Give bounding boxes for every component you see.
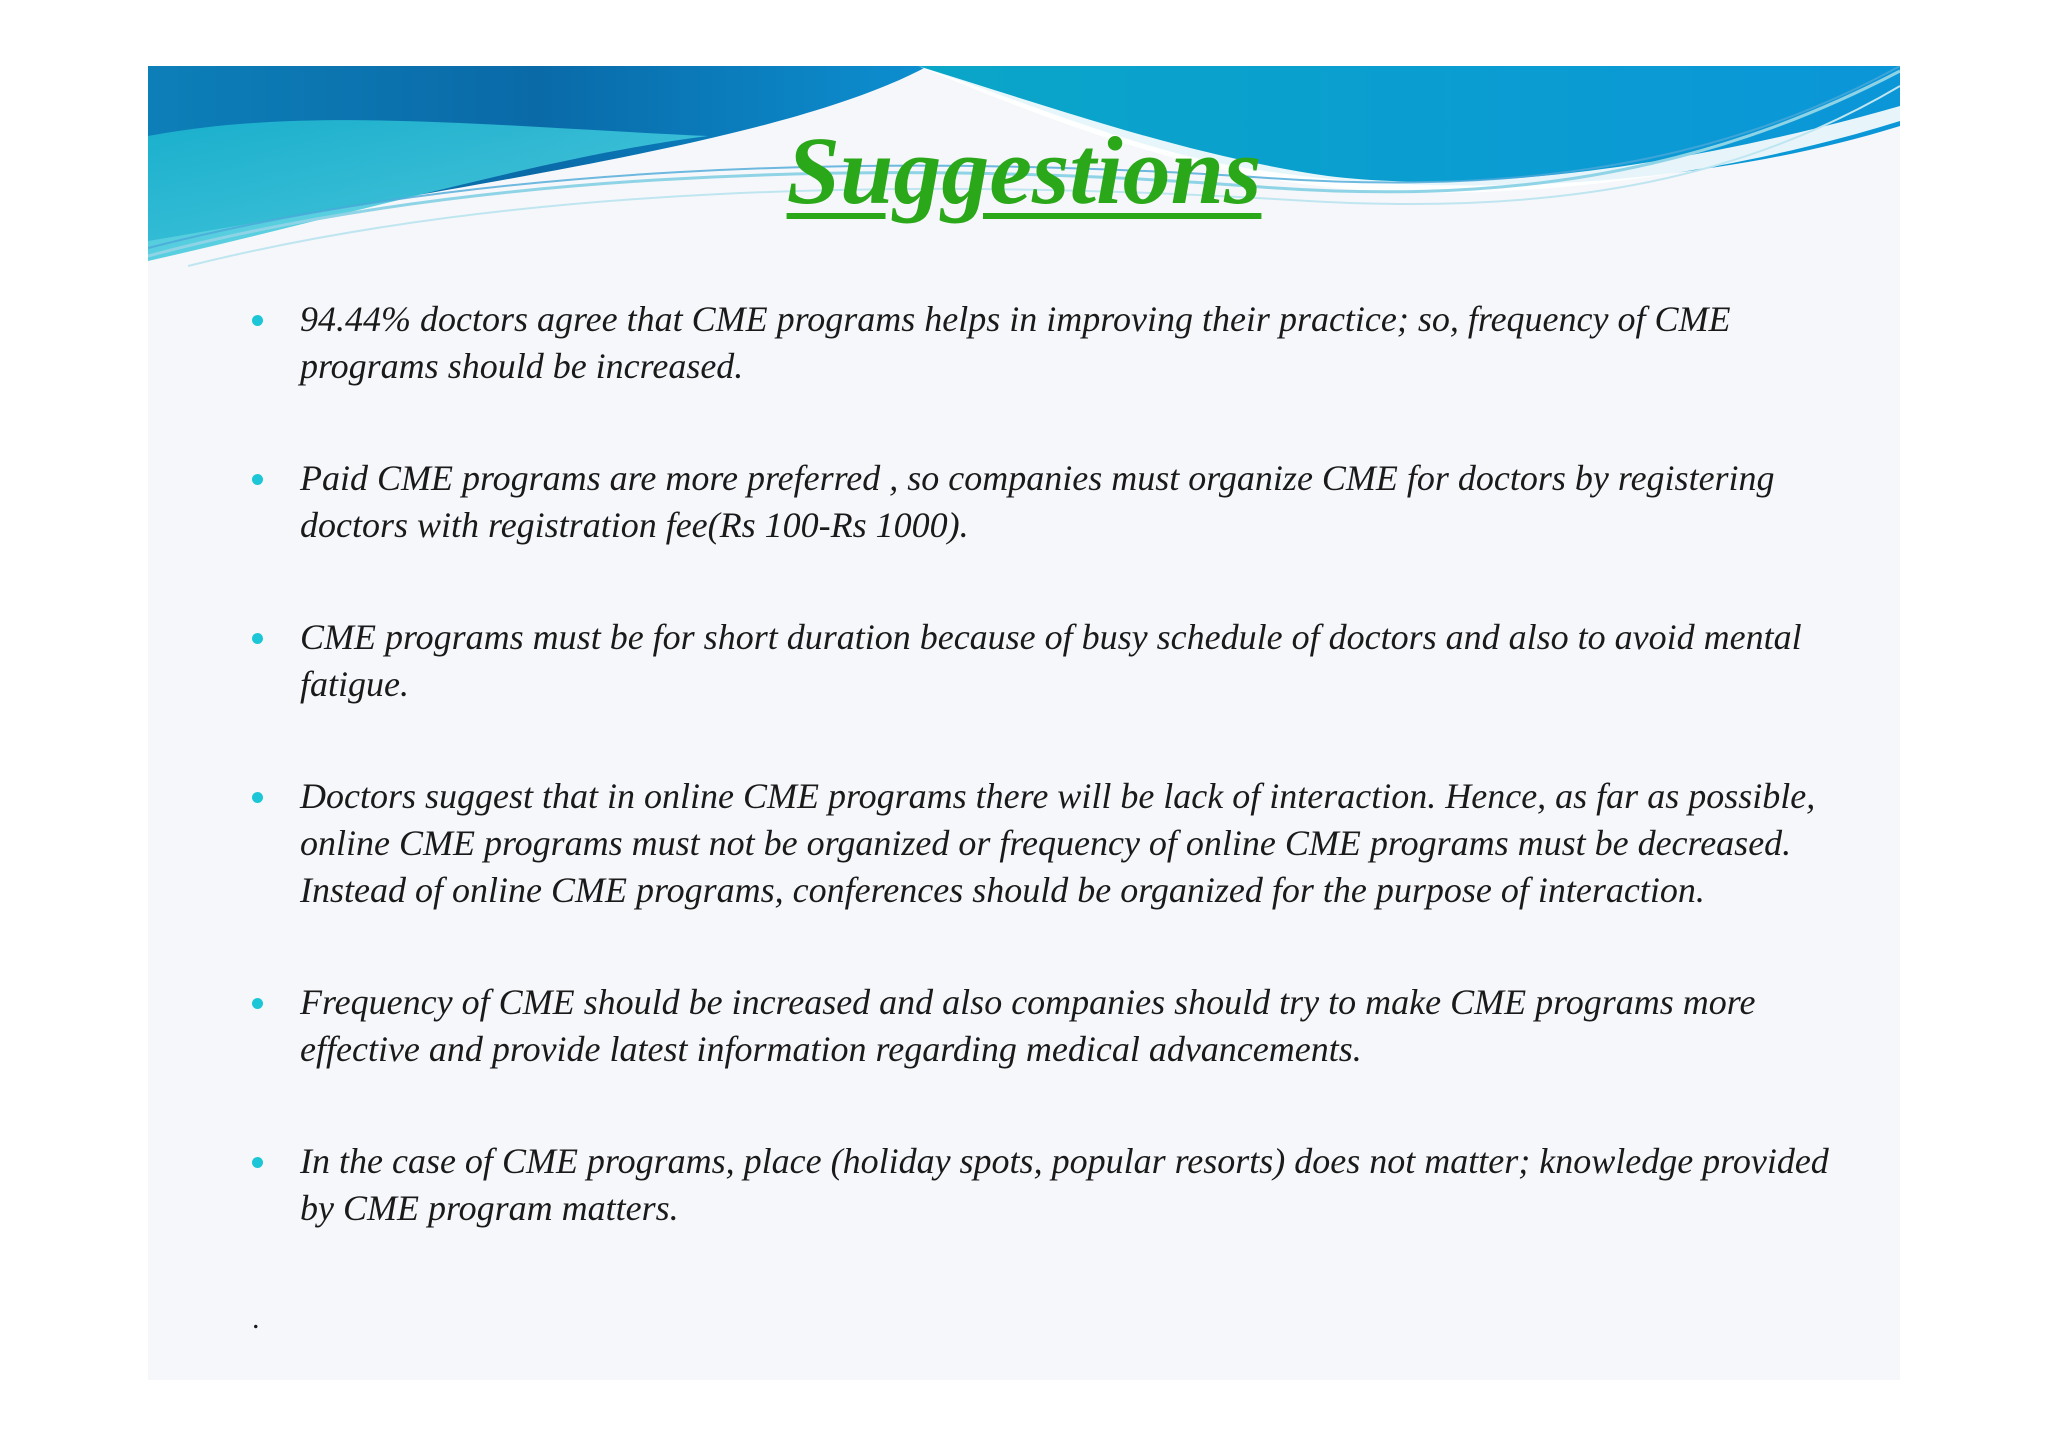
list-item: [252, 773, 1852, 914]
bullet-icon: [252, 315, 263, 326]
suggestions-list: [252, 296, 1852, 1297]
list-item-text: Doctors suggest that in online CME programs there will be lack of interaction. Hence, as far as possible, online CME programs must not be organized or frequency of online CME programs must be decreased. Instead of online CME programs, conferences should be organized for the purpose of interaction.: [300, 776, 1816, 910]
slide-title: [148, 118, 1900, 224]
slide-title-text: Suggestions: [786, 117, 1262, 224]
slide: [148, 66, 1900, 1380]
list-item-text: Paid CME programs are more preferred , so companies must organize CME for doctors by registering doctors with registration fee(Rs 100-Rs 1000).: [300, 458, 1775, 545]
list-item: [252, 614, 1852, 708]
list-item-text: CME programs must be for short duration because of busy schedule of doctors and also to avoid mental fatigue.: [300, 617, 1802, 704]
list-item: [252, 296, 1852, 390]
list-item-text: In the case of CME programs, place (holiday spots, popular resorts) does not matter; knowledge provided by CME program matters.: [300, 1141, 1829, 1228]
bullet-icon: [252, 792, 263, 803]
list-item: [252, 979, 1852, 1073]
list-item: [252, 455, 1852, 549]
trailing-mark: .: [252, 1302, 260, 1335]
list-item-text: 94.44% doctors agree that CME programs helps in improving their practice; so, frequency of CME programs should be increased.: [300, 299, 1731, 386]
bullet-icon: [252, 474, 263, 485]
list-item: [252, 1138, 1852, 1232]
bullet-icon: [252, 998, 263, 1009]
bullet-icon: [252, 1157, 263, 1168]
bullet-icon: [252, 633, 263, 644]
list-item-text: Frequency of CME should be increased and also companies should try to make CME programs more effective and provide latest information regarding medical advancements.: [300, 982, 1756, 1069]
